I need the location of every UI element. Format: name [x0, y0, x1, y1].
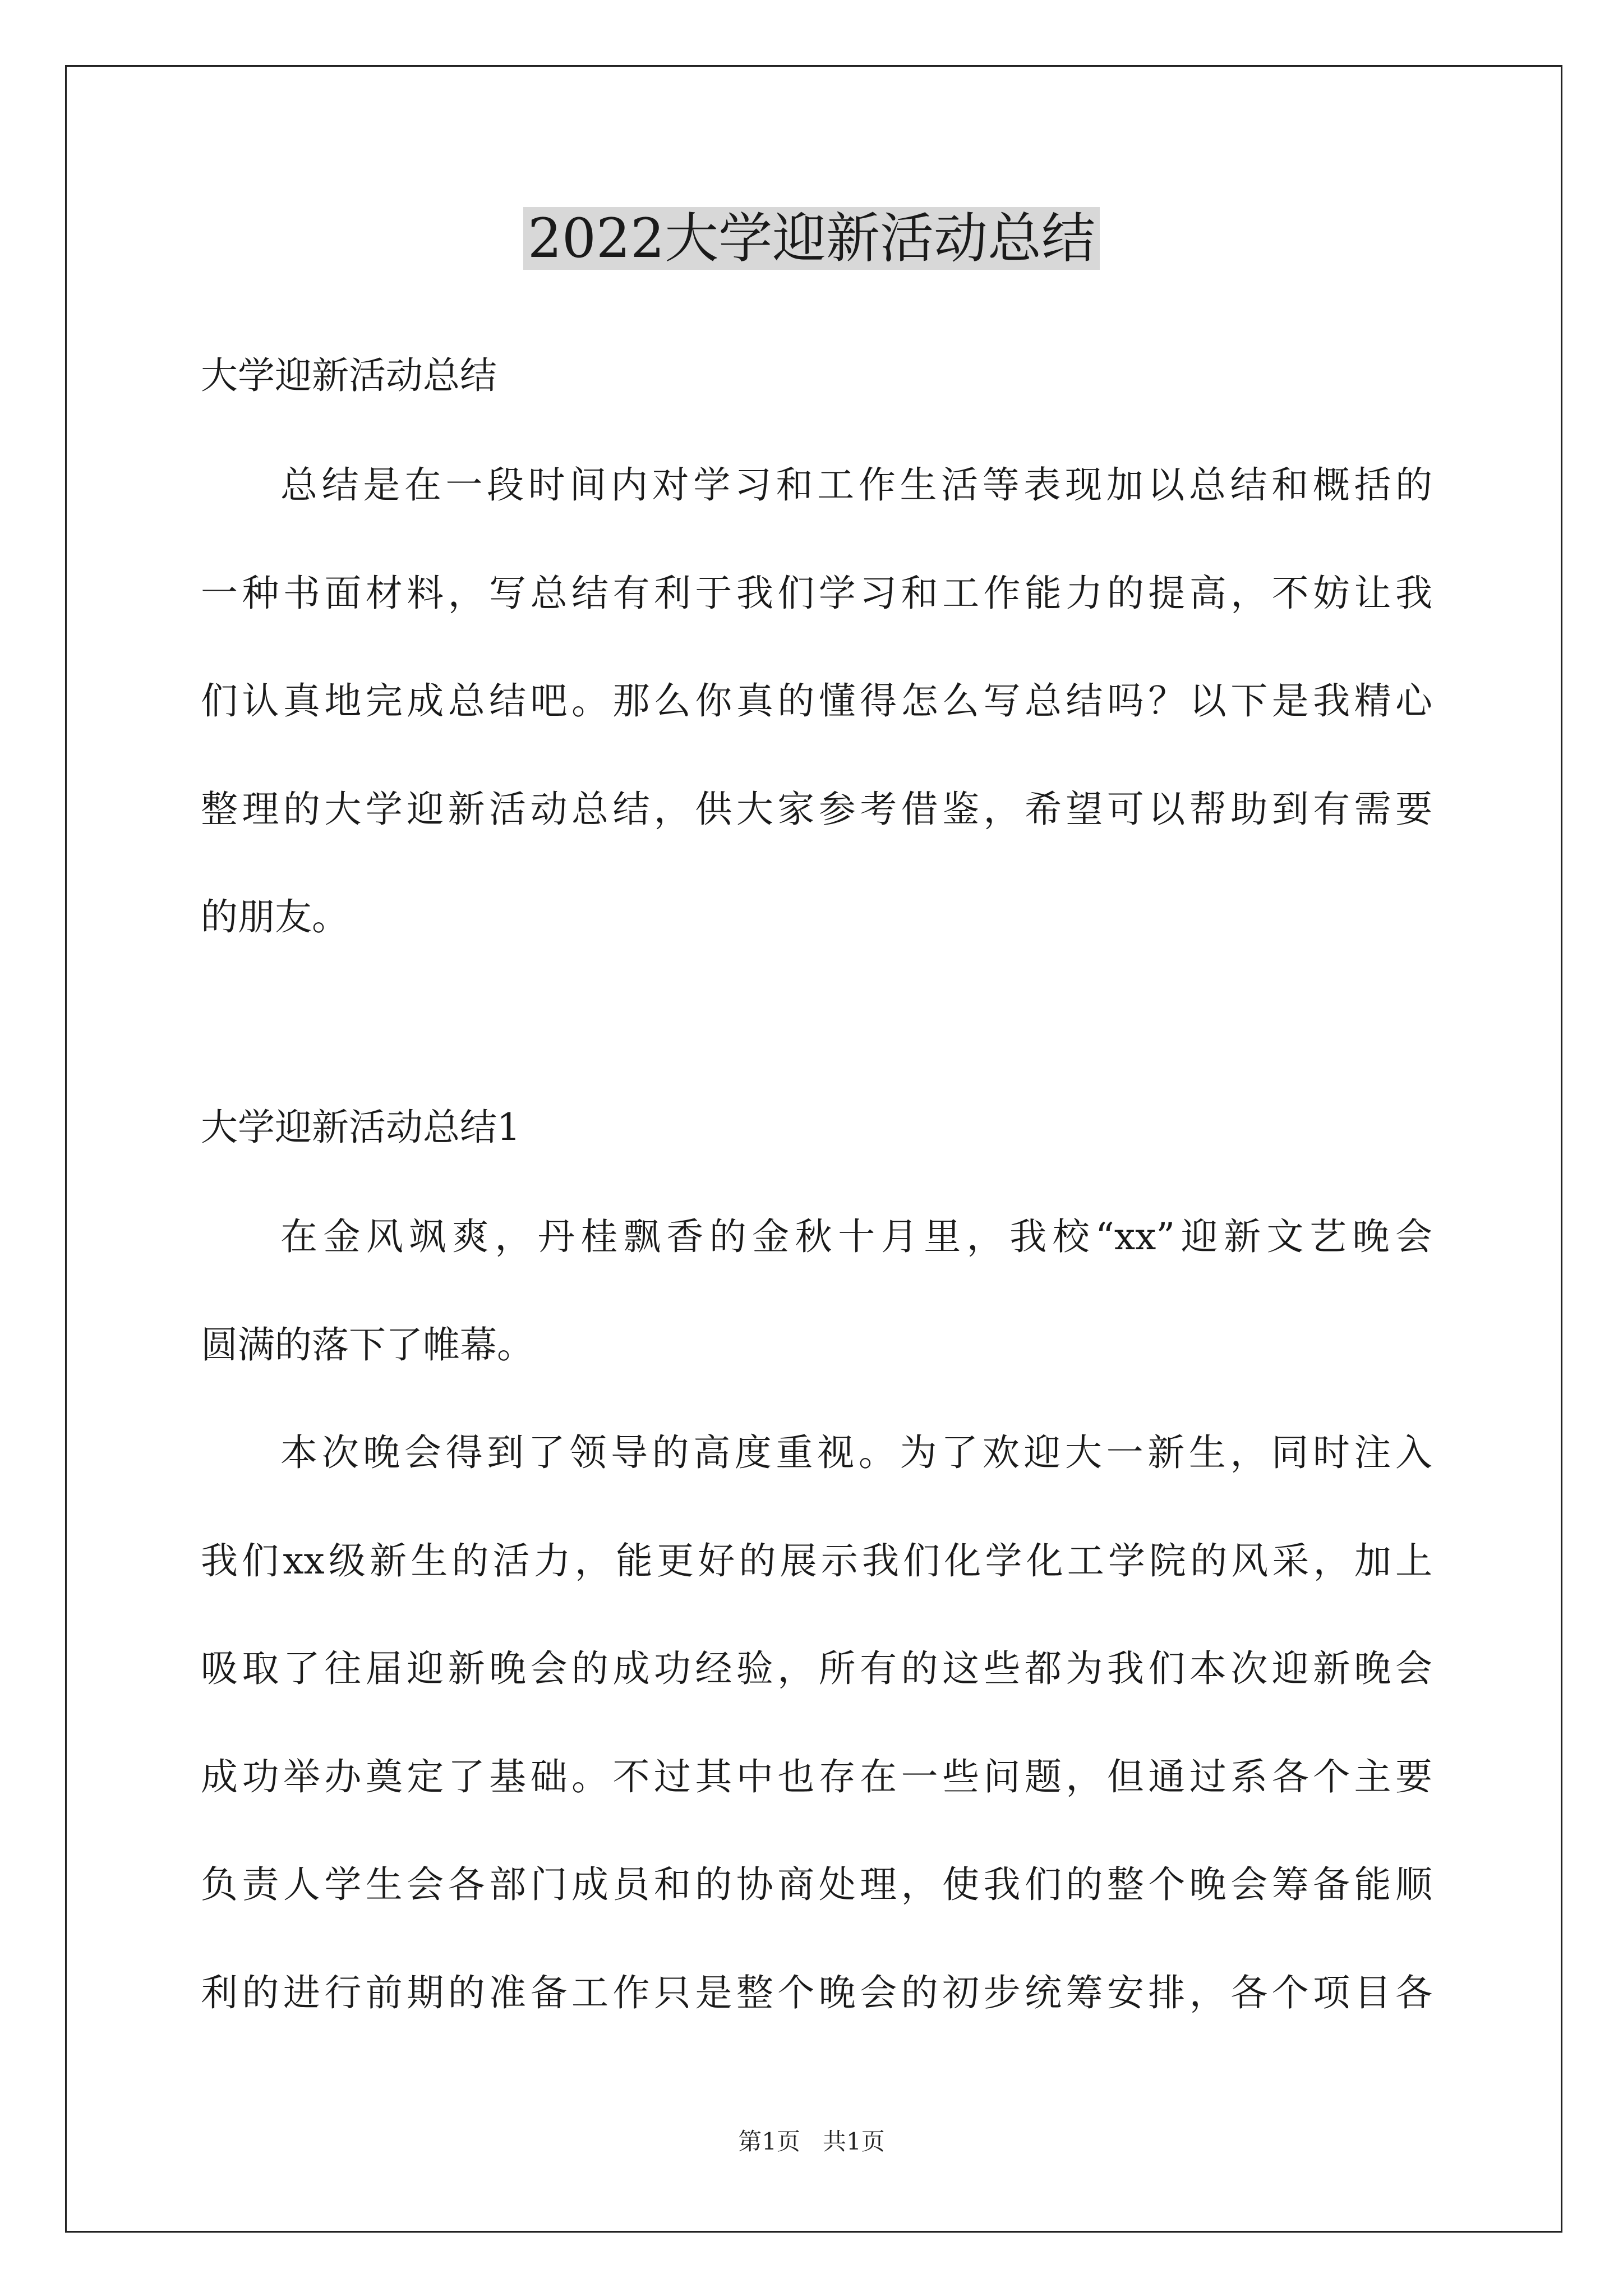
document-title [0, 199, 1623, 278]
intro-line-4: 整理的大学迎新活动总结，供大家参考借鉴，希望可以帮助到有需要 [201, 788, 1432, 831]
document-subtitle: 大学迎新活动总结 [201, 354, 497, 397]
intro-line-1: 总结是在一段时间内对学习和工作生活等表现加以总结和概括的 [280, 463, 1432, 507]
section1-para2-line-5: 负责人学生会各部门成员和的协商处理，使我们的整个晚会筹备能顺 [201, 1863, 1432, 1906]
section1-para1-line-2: 圆满的落下了帷幕。 [201, 1323, 534, 1366]
section1-heading: 大学迎新活动总结1 [201, 1106, 520, 1149]
intro-line-2: 一种书面材料，写总结有利于我们学习和工作能力的提高，不妨让我 [201, 572, 1432, 615]
document-title-text: 2022大学迎新活动总结 [523, 207, 1100, 270]
section1-para2-line-4: 成功举办奠定了基础。不过其中也存在一些问题，但通过系各个主要 [201, 1755, 1432, 1798]
page-number: 第1页 共1页 [738, 2128, 885, 2155]
section1-para2-line-2: 我们xx级新生的活力，能更好的展示我们化学化工学院的风采，加上 [201, 1539, 1432, 1582]
section1-para2-line-3: 吸取了往届迎新晚会的成功经验，所有的这些都为我们本次迎新晚会 [201, 1647, 1432, 1690]
page-footer [0, 2125, 1623, 2159]
section1-para2-line-1: 本次晚会得到了领导的高度重视。为了欢迎大一新生，同时注入 [280, 1431, 1432, 1474]
section1-para2-line-6: 利的进行前期的准备工作只是整个晚会的初步统筹安排，各个项目各 [201, 1971, 1432, 2014]
intro-line-5: 的朋友。 [201, 895, 349, 938]
section1-para1-line-1: 在金风飒爽，丹桂飘香的金秋十月里，我校“xx”迎新文艺晚会 [280, 1215, 1432, 1258]
intro-line-3: 们认真地完成总结吧。那么你真的懂得怎么写总结吗？以下是我精心 [201, 679, 1432, 723]
